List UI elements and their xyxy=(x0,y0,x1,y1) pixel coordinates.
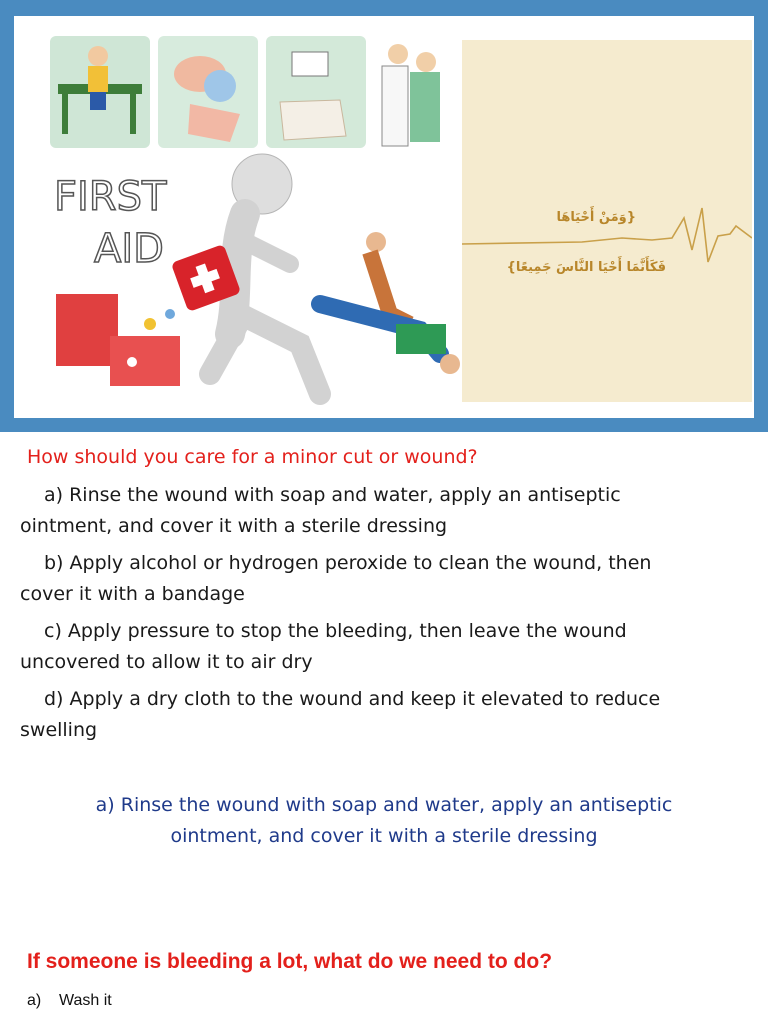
answer-line-2: ointment, and cover it with a sterile dressing xyxy=(170,825,598,847)
option-b-line-2: cover it with a bandage xyxy=(20,583,245,605)
first-aid-title: FIRST xyxy=(54,174,167,220)
option-c-line-2: uncovered to allow it to air dry xyxy=(20,651,313,673)
option-a[interactable] xyxy=(20,480,740,542)
option-b-line-1: b) Apply alcohol or hydrogen peroxide to clean the wound, then xyxy=(44,552,652,574)
option-c[interactable] xyxy=(20,616,740,678)
option-text: Wash it xyxy=(59,992,112,1009)
option-a-line-1: a) Rinse the wound with soap and water, apply an antiseptic xyxy=(44,484,621,506)
question-1-options xyxy=(20,480,740,752)
option-b[interactable] xyxy=(20,548,740,610)
question-1: How should you care for a minor cut or wound? xyxy=(27,446,478,468)
banner-content xyxy=(14,16,754,418)
option-c-line-1: c) Apply pressure to stop the bleeding, then leave the wound xyxy=(44,620,627,642)
correct-answer xyxy=(20,790,748,852)
answer-line-1: a) Rinse the wound with soap and water, apply an antiseptic xyxy=(95,794,673,816)
option-d-line-1: d) Apply a dry cloth to the wound and keep it elevated to reduce xyxy=(44,688,661,710)
quote-panel xyxy=(462,40,752,402)
option-letter: a) xyxy=(27,992,42,1009)
first-aid-subtitle: AID xyxy=(94,226,164,272)
question-2: If someone is bleeding a lot, what do we need to do? xyxy=(27,950,553,973)
first-aid-illustration xyxy=(40,24,460,410)
option-d[interactable] xyxy=(20,684,740,746)
option-a-line-2: ointment, and cover it with a sterile dressing xyxy=(20,515,448,537)
quote-line-2: فَكَأَنَّمَا أَحْيَا النَّاسَ جَمِيعًا} xyxy=(506,260,666,275)
option-d-line-2: swelling xyxy=(20,719,98,741)
banner-frame xyxy=(0,0,768,432)
quote-line-1: {وَمَنْ أَحْيَاهَا xyxy=(556,210,636,225)
question-2-option-a[interactable] xyxy=(27,992,112,1010)
